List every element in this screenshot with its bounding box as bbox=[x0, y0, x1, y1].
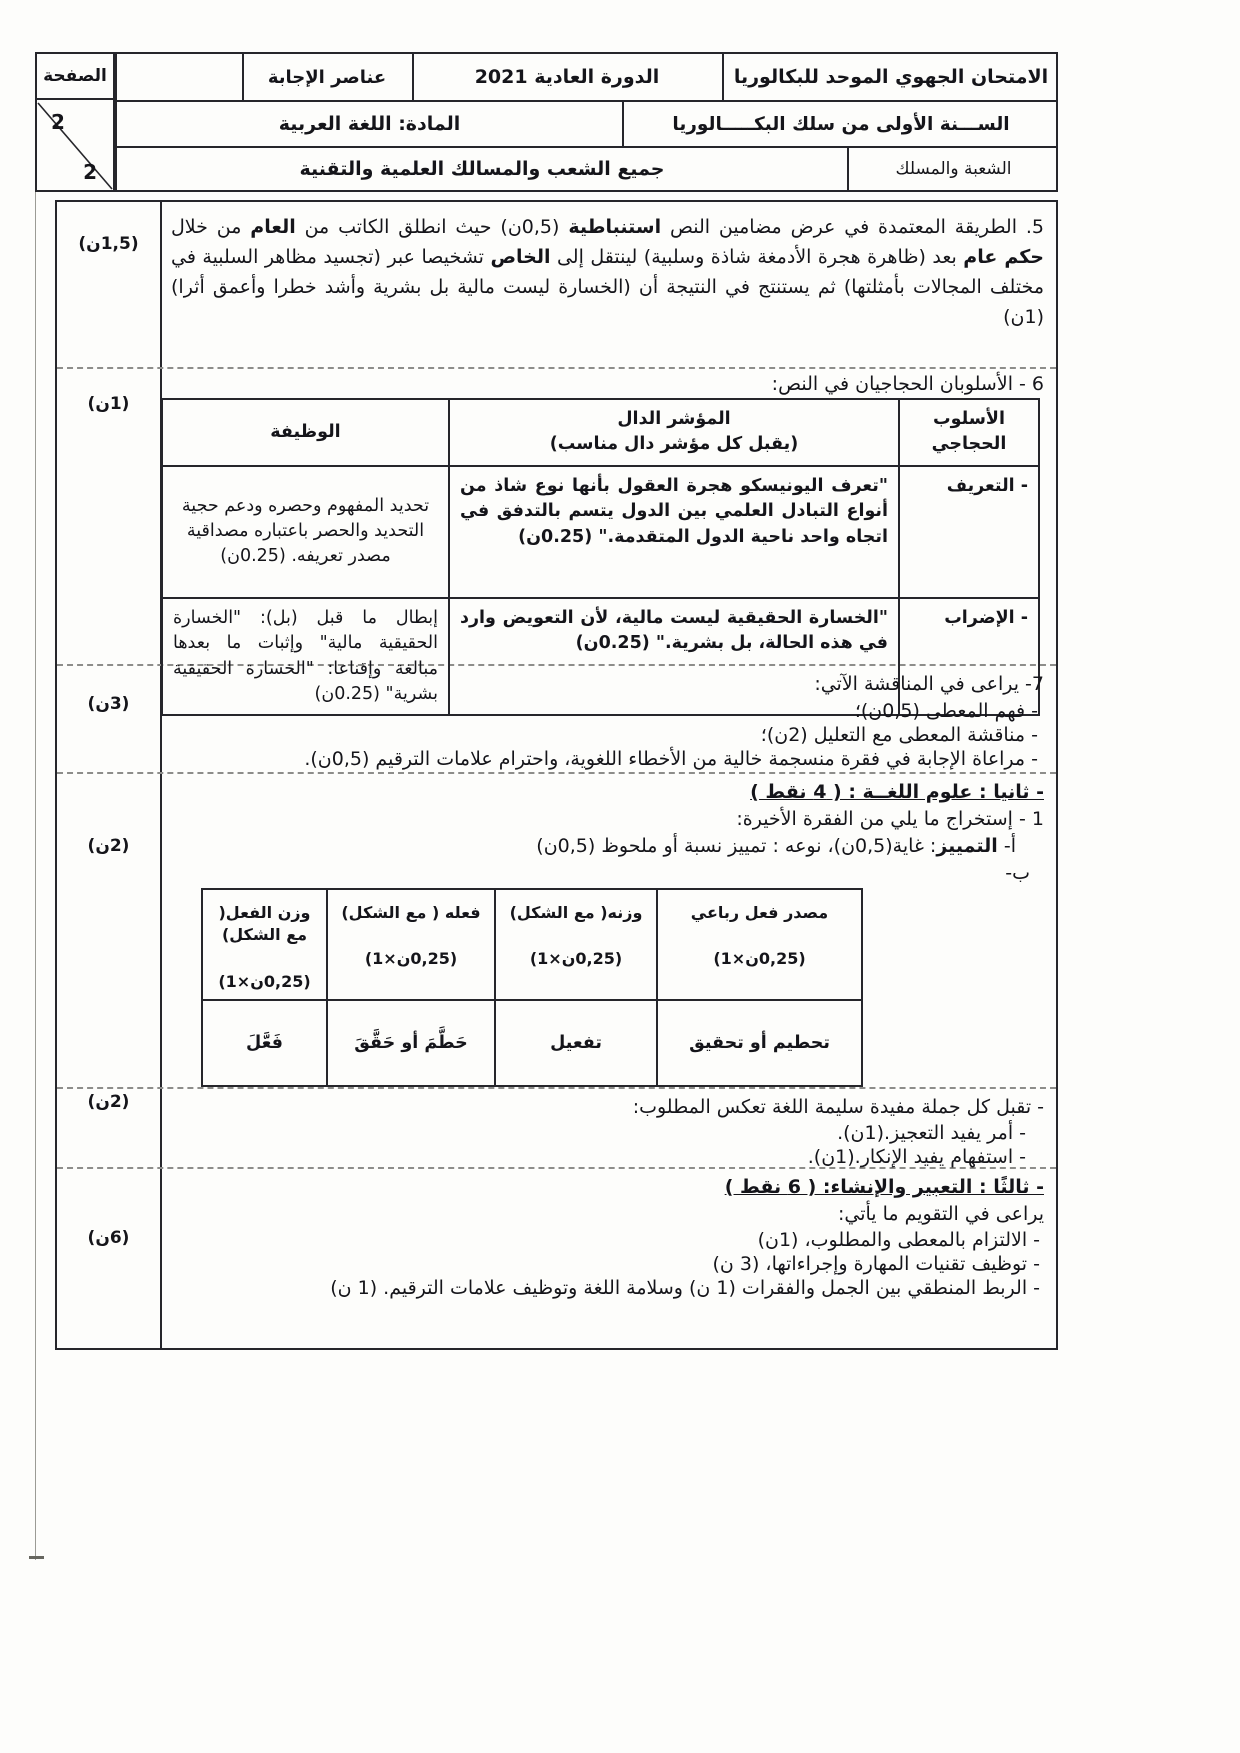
argument-table-row-idrab bbox=[162, 598, 1039, 716]
col-header-style bbox=[899, 399, 1039, 466]
page-number-top: 2 bbox=[51, 110, 65, 134]
argument-table-row-definition bbox=[162, 466, 1039, 598]
exam-title: الامتحان الجهوي الموحد للبكالوريا bbox=[733, 66, 1049, 88]
cell-style-idrab: - الإضراب bbox=[899, 598, 1039, 716]
section-divider-1 bbox=[57, 367, 1056, 369]
morphology-table bbox=[201, 888, 863, 1087]
col-header-function: الوظيفة bbox=[162, 399, 449, 466]
scan-fold-line bbox=[35, 190, 36, 1560]
mark-question7: (3ن) bbox=[87, 694, 130, 714]
section5-text-4: بعد (ظاهرة هجرة الأدمغة شاذة وسلبية) لينتقل إلى bbox=[550, 246, 964, 268]
morph-header-fiil-mark: (0,25ن×1) bbox=[364, 949, 458, 969]
col-header-indicator-note: (يقبل كل مؤشر دال مناسب) bbox=[549, 434, 799, 455]
exam-header-table bbox=[115, 52, 1058, 192]
cell-style-definition: - التعريف bbox=[899, 466, 1039, 598]
sentences-item-2: - استفهام يفيد الإنكار.(1ن). bbox=[807, 1146, 1026, 1168]
page-number-box bbox=[35, 52, 115, 192]
page-label: الصفحة bbox=[37, 54, 113, 100]
section6-heading: 6 - الأسلوبان الحجاجيان في النص: bbox=[771, 373, 1044, 395]
col-header-style-line1: الأسلوب bbox=[933, 409, 1005, 429]
part2-item-a bbox=[536, 834, 1016, 859]
scan-foot-mark bbox=[29, 1556, 44, 1559]
cell-function-definition: تحديد المفهوم وحصره ودعم حجية التحديد والحصر باعتباره مصداقية مصدر تعريفه. (0.25ن) bbox=[162, 466, 449, 598]
stream-value-cell: جميع الشعب والمسالك العلمية والتقنية bbox=[299, 158, 665, 180]
section5-text-1: 5. الطريقة المعتمدة في عرض مضامين النص bbox=[661, 216, 1045, 238]
col-header-indicator bbox=[449, 399, 899, 466]
stream-label-cell: الشعبة والمسلك bbox=[895, 159, 1012, 179]
part2-title: - ثانيا : علوم اللغــة : ( 4 نقط ) bbox=[750, 781, 1044, 803]
morph-header-wazn bbox=[495, 889, 657, 1000]
section-divider-4 bbox=[57, 1087, 1056, 1089]
morph-header-fiil bbox=[327, 889, 495, 1000]
section7-item-2: - مناقشة المعطى مع التعليل (2ن)؛ bbox=[760, 724, 1038, 746]
sentences-item-1: - أمر يفيد التعجيز.(1ن). bbox=[837, 1122, 1026, 1144]
morph-value-masdar: تحطيم أو تحقيق bbox=[657, 1000, 862, 1086]
morphology-header-row bbox=[202, 889, 862, 1000]
morph-header-wazn-fiil-mark: (0,25ن×1) bbox=[218, 971, 311, 991]
morph-value-wazn: تفعيل bbox=[495, 1000, 657, 1086]
morph-header-masdar-title: مصدر فعل رباعي bbox=[690, 903, 829, 922]
mark-sentences: (2ن) bbox=[87, 1092, 130, 1112]
sentences-heading: - تقبل كل جملة مفيدة سليمة اللغة تعكس المطلوب: bbox=[632, 1096, 1044, 1118]
argument-styles-table bbox=[161, 398, 1040, 716]
morph-header-wazn-mark: (0,25ن×1) bbox=[529, 949, 623, 969]
part3-title: - ثالثًا : التعبير والإنشاء: ( 6 نقط ) bbox=[724, 1176, 1044, 1198]
morph-header-masdar bbox=[657, 889, 862, 1000]
level-cell: الســـنة الأولى من سلك البكـــــالوريا bbox=[672, 113, 1010, 135]
part3-item-1: - الالتزام بالمعطى والمطلوب، (1ن) bbox=[757, 1229, 1040, 1251]
part2-item-b-label: ب- bbox=[1005, 862, 1030, 884]
morph-header-wazn-fiil bbox=[202, 889, 327, 1000]
section5-paragraph bbox=[171, 212, 1044, 332]
part2-item-a-keyword: التمييز bbox=[936, 835, 998, 857]
mark-question6: (1ن) bbox=[87, 394, 130, 414]
section5-keyword-judgment: حكم عام bbox=[963, 246, 1044, 268]
part3-item-2: - توظيف تقنيات المهارة وإجراءاتها، (3 ن) bbox=[712, 1253, 1040, 1275]
mark-language: (2ن) bbox=[87, 836, 130, 856]
section7-item-3: - مراعاة الإجابة في فقرة منسجمة خالية من الأخطاء اللغوية، واحترام علامات الترقيم (0,5ن). bbox=[304, 748, 1038, 770]
cell-indicator-idrab: "الخسارة الحقيقية ليست مالية، لأن التعويض وارد في هذه الحالة، بل بشرية." (0.25ن) bbox=[449, 598, 899, 716]
section5-keyword-specific: الخاص bbox=[490, 246, 551, 268]
morph-value-wazn-fiil: فَعَّلَ bbox=[202, 1000, 327, 1086]
answer-sheet-box bbox=[55, 200, 1058, 1350]
cell-indicator-definition: "تعرف اليونيسكو هجرة العقول بأنها نوع شاذ من أنواع التبادل العلمي بين الدول يتسم بالتدفق في اتجاه واحد ناحية الدول المتقدمة." (0.25ن) bbox=[449, 466, 899, 598]
subject-cell: المادة: اللغة العربية bbox=[278, 113, 461, 135]
part3-item-3: - الربط المنطقي بين الجمل والفقرات (1 ن) وسلامة اللغة وتوظيف علامات الترقيم. (1 ن) bbox=[330, 1277, 1040, 1299]
col-header-style-line2: الحجاجي bbox=[931, 434, 1007, 455]
part2-item-a-rest: : غاية(0,5ن)، نوعه : تمييز نسبة أو ملحوظ (0,5ن) bbox=[536, 835, 937, 857]
morph-value-fiil: حَطَّمَ أو حَقَّقَ bbox=[327, 1000, 495, 1086]
mark-essay: (6ن) bbox=[87, 1228, 130, 1248]
page-number-bottom: 2 bbox=[83, 160, 97, 184]
answer-key-label: عناصر الإجابة bbox=[267, 66, 387, 88]
section5-text-2: (0,5ن) حيث انطلق الكاتب من bbox=[295, 216, 569, 238]
cell-function-idrab: إبطال ما قبل (بل): "الخسارة الحقيقية مالية" وإثبات ما بعدها مبالغة وإقناعا: "الخسارة الحقيقية بشرية" (0.25ن) bbox=[162, 598, 449, 716]
section7-heading: 7- يراعى في المناقشة الآتي: bbox=[814, 673, 1044, 695]
argument-table-header-row bbox=[162, 399, 1039, 466]
part2-item-a-prefix: أ- bbox=[997, 835, 1016, 857]
morphology-values-row bbox=[202, 1000, 862, 1086]
exam-session: الدورة العادية 2021 bbox=[474, 66, 660, 88]
section7-item-1: - فهم المعطى (0,5ن)؛ bbox=[854, 700, 1038, 722]
page-diagonal-line bbox=[37, 102, 113, 190]
section5-text-3: من خلال bbox=[171, 216, 251, 238]
col-header-indicator-title: المؤشر الدال bbox=[617, 409, 731, 429]
part3-intro: يراعى في التقويم ما يأتي: bbox=[837, 1203, 1044, 1225]
marks-column-divider bbox=[160, 202, 162, 1348]
morph-header-wazn-fiil-title: وزن الفعل( مع الشكل) bbox=[218, 903, 311, 945]
morph-header-wazn-title: وزنه( مع الشكل) bbox=[509, 903, 643, 922]
section5-text-5: تشخيصا عبر (تجسيد مظاهر السلبية في مختلف المجالات بأمثلتها) ثم يستنتج في النتيجة أن (الخسارة ليست مالية بل بشرية وأشد خطرا وأعمق أثرا) (1ن) bbox=[171, 246, 1044, 328]
section5-keyword-general: العام bbox=[250, 216, 296, 238]
mark-question5: (1,5ن) bbox=[78, 234, 139, 254]
section5-keyword-deductive: استنباطية bbox=[568, 216, 662, 238]
part2-question1: 1 - إستخراج ما يلي من الفقرة الأخيرة: bbox=[736, 808, 1044, 830]
page-diagonal-cell bbox=[37, 102, 113, 190]
morph-header-masdar-mark: (0,25ن×1) bbox=[713, 949, 806, 969]
section-divider-3 bbox=[57, 772, 1056, 774]
morph-header-fiil-title: فعله ( مع الشكل) bbox=[341, 903, 481, 922]
